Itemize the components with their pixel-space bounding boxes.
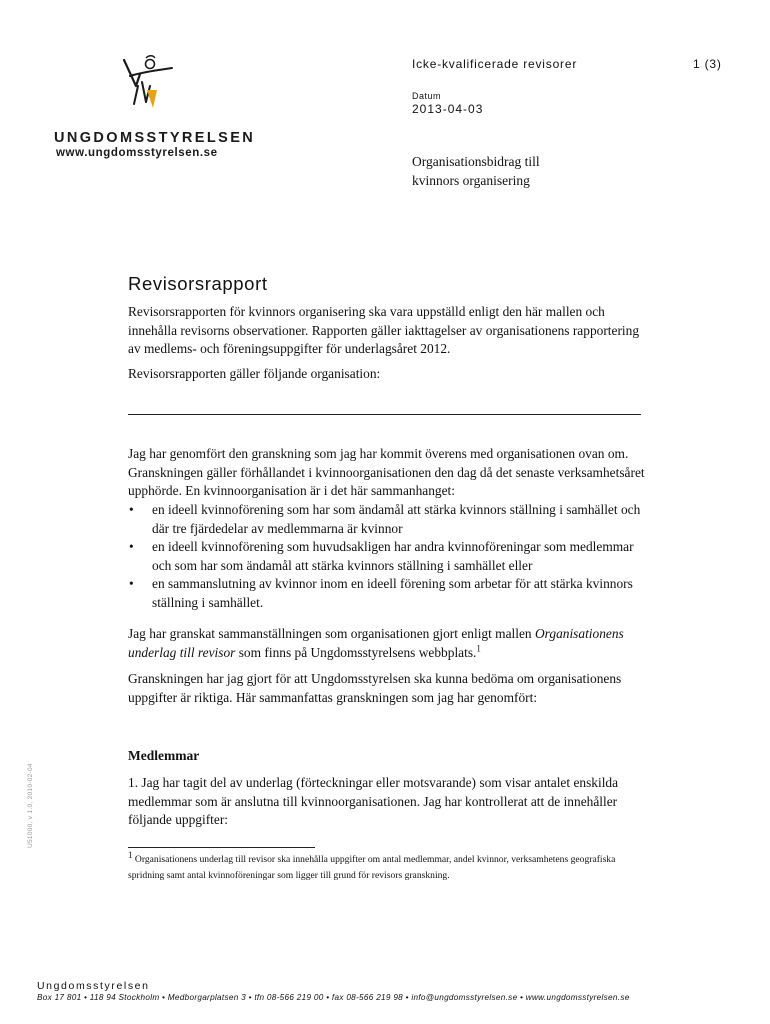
page-number: 1 (3): [693, 57, 722, 71]
logo-url: www.ungdomsstyrelsen.se: [56, 147, 218, 159]
subject: [412, 152, 612, 190]
logo-org-name: UNGDOMSSTYRELSEN: [54, 130, 256, 146]
organisation-fill-line[interactable]: [128, 414, 641, 415]
list-item: • en sammanslutning av kvinnor inom en ideell förening som arbetar för att stärka kvinnors ställning i samhället.: [129, 576, 633, 610]
date-label: Datum: [412, 91, 442, 101]
template-paragraph: Jag har granskat sammanställningen som organisationen gjort enligt mallen Organisationens underlag till revisor som finns på Ungdomsstyrelsens webbplats.$^1$: [128, 626, 624, 660]
definition-list: [128, 501, 648, 612]
intro-paragraph: Revisorsrapporten för kvinnors organisering ska vara uppställd enligt den här mallen och innehålla revisorns observationer. Rapporten gäller iakttagelser av organisationens rapportering av medlems- och föreningsuppgifter för underlagsåret 2012.: [128, 304, 640, 356]
footnote: $^1$ Organisationens underlag till revisor ska innehålla uppgifter om antal medlemmar, andel kvinnor, verksamhetens geografiska spridning samt antal kvinnoföreningar som ligger till grund för revisors granskning.: [128, 849, 616, 881]
section-heading: Medlemmar: [128, 748, 200, 763]
template-name: Organisationens underlag till revisor: [128, 626, 624, 660]
subject-line-2: kvinnors organisering: [412, 173, 530, 188]
footnote-number: 1: [128, 849, 133, 860]
document-date: 2013-04-03: [412, 102, 484, 116]
purpose-paragraph: Granskningen har jag gjort för att Ungdomsstyrelsen ska kunna bedöma om organisationens uppgifter är riktiga. Här sammanfattas granskningen som jag har genomfört:: [128, 671, 622, 705]
footer-address: Box 17 801 • 118 94 Stockholm • Medborgarplatsen 3 • tfn 08-566 219 00 • fax 08-566 219 98 • info@ungdomsstyrelsen.se • www.ungdomsstyrelsen.se: [37, 993, 630, 1002]
page-title: Revisorsrapport: [128, 273, 268, 294]
scope-paragraph: Jag har genomfört den granskning som jag har kommit överens med organisationen ovan om. Granskningen gäller förhållandet i kvinnoorganisationen den dag då det senaste verksamhetsåret upphörde. En kvinnoorganisation är i det här sammanhanget:: [128, 446, 645, 498]
footnote-divider: [128, 847, 315, 848]
organisation-prompt: Revisorsrapporten gäller följande organisation:: [128, 366, 381, 381]
footer-org: Ungdomsstyrelsen: [37, 980, 150, 992]
footnote-ref: 1: [476, 643, 481, 654]
list-item: • en ideell kvinnoförening som huvudsakligen har andra kvinnoföreningar som medlemmar och som har som ändamål att stärka kvinnors ställning i samhället eller: [129, 539, 634, 573]
list-item: • en ideell kvinnoförening som har som ändamål att stärka kvinnors ställning i samhället och där tre fjärdedelar av medlemmarna är kvinnor: [129, 502, 641, 536]
form-code: U51000, v 1.0, 2010-02-04: [27, 763, 34, 848]
document-type: Icke-kvalificerade revisorer: [412, 57, 578, 71]
subject-line-1: Organisationsbidrag till: [412, 154, 540, 169]
members-paragraph: 1. Jag har tagit del av underlag (förteckningar eller motsvarande) som visar antalet enskilda medlemmar som är anslutna till kvinnoorganisationen. Jag har kontrollerat att de innehåller följande uppgifter:: [128, 775, 619, 827]
